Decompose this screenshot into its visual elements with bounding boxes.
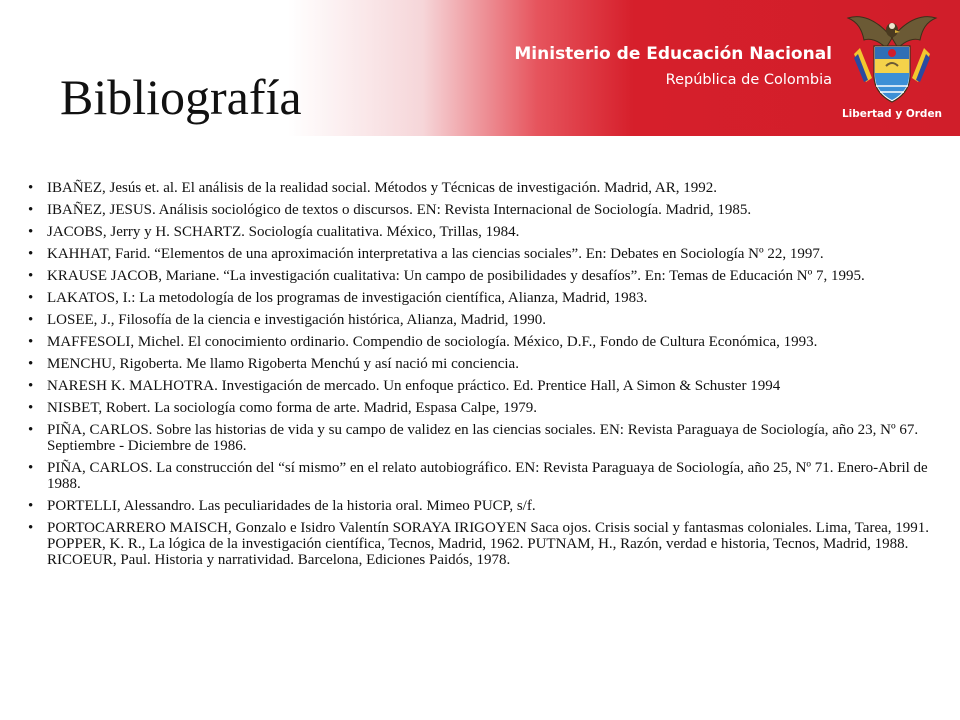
ministry-name: Ministerio de Educación Nacional bbox=[514, 44, 832, 64]
bibliography-item: • PORTOCARRERO MAISCH, Gonzalo e Isidro Valentín SORAYA IRIGOYEN Saca ojos. Crisis social y fantasmas coloniales. Lima, Tarea, 1991. POPPER, K. R., La lógica de la investigación científica, Tecnos, Madrid, 1962. PUTNAM, H., Razón, verdad e historia, Tecnos, Madrid, 1988. RICOEUR, Paul. Historia y narratividad. Barcelona, Ediciones Paidós, 1978. bbox=[28, 520, 938, 568]
bibliography-item: • JACOBS, Jerry y H. SCHARTZ. Sociología cualitativa. México, Trillas, 1984. bbox=[28, 224, 938, 240]
bibliography-item: • PORTELLI, Alessandro. Las peculiaridades de la historia oral. Mimeo PUCP, s/f. bbox=[28, 498, 938, 514]
motto-text: Libertad y Orden bbox=[841, 108, 943, 120]
bibliography-item: • NARESH K. MALHOTRA. Investigación de mercado. Un enfoque práctico. Ed. Prentice Hall, A Simon & Schuster 1994 bbox=[28, 378, 938, 394]
bibliography-item: • IBAÑEZ, JESUS. Análisis sociológico de textos o discursos. EN: Revista Internacional de Sociología. Madrid, 1985. bbox=[28, 202, 938, 218]
bibliography-item: • PIÑA, CARLOS. La construcción del “sí mismo” en el relato autobiográfico. EN: Revista Paraguaya de Sociología, año 25, Nº 71. Enero-Abril de 1988. bbox=[28, 460, 938, 492]
page-title: Bibliografía bbox=[60, 69, 302, 125]
colombia-coat-of-arms-icon bbox=[846, 8, 938, 110]
bibliography-item: • LAKATOS, I.: La metodología de los programas de investigación científica, Alianza, Madrid, 1983. bbox=[28, 290, 938, 306]
bibliography-item: • PIÑA, CARLOS. Sobre las historias de vida y su campo de validez en las ciencias sociales. EN: Revista Paraguaya de Sociología, año 23, Nº 67. Septiembre - Diciembre de 1986. bbox=[28, 422, 938, 454]
bibliography-item: • KRAUSE JACOB, Mariane. “La investigación cualitativa: Un campo de posibilidades y desafíos”. En: Temas de Educación Nº 7, 1995. bbox=[28, 268, 938, 284]
bibliography-item: • IBAÑEZ, Jesús et. al. El análisis de la realidad social. Métodos y Técnicas de investigación. Madrid, AR, 1992. bbox=[28, 180, 938, 196]
bibliography-item: • LOSEE, J., Filosofía de la ciencia e investigación histórica, Alianza, Madrid, 1990. bbox=[28, 312, 938, 328]
bibliography-item: • NISBET, Robert. La sociología como forma de arte. Madrid, Espasa Calpe, 1979. bbox=[28, 400, 938, 416]
bibliography-item: • MENCHU, Rigoberta. Me llamo Rigoberta Menchú y así nació mi conciencia. bbox=[28, 356, 938, 372]
bibliography-item: • MAFFESOLI, Michel. El conocimiento ordinario. Compendio de sociología. México, D.F., Fondo de Cultura Económica, 1993. bbox=[28, 334, 938, 350]
bibliography-item: • KAHHAT, Farid. “Elementos de una aproximación interpretativa a las ciencias sociales”. En: Debates en Sociología Nº 22, 1997. bbox=[28, 246, 938, 262]
bibliography-list bbox=[28, 180, 938, 574]
republic-name: República de Colombia bbox=[665, 72, 832, 88]
